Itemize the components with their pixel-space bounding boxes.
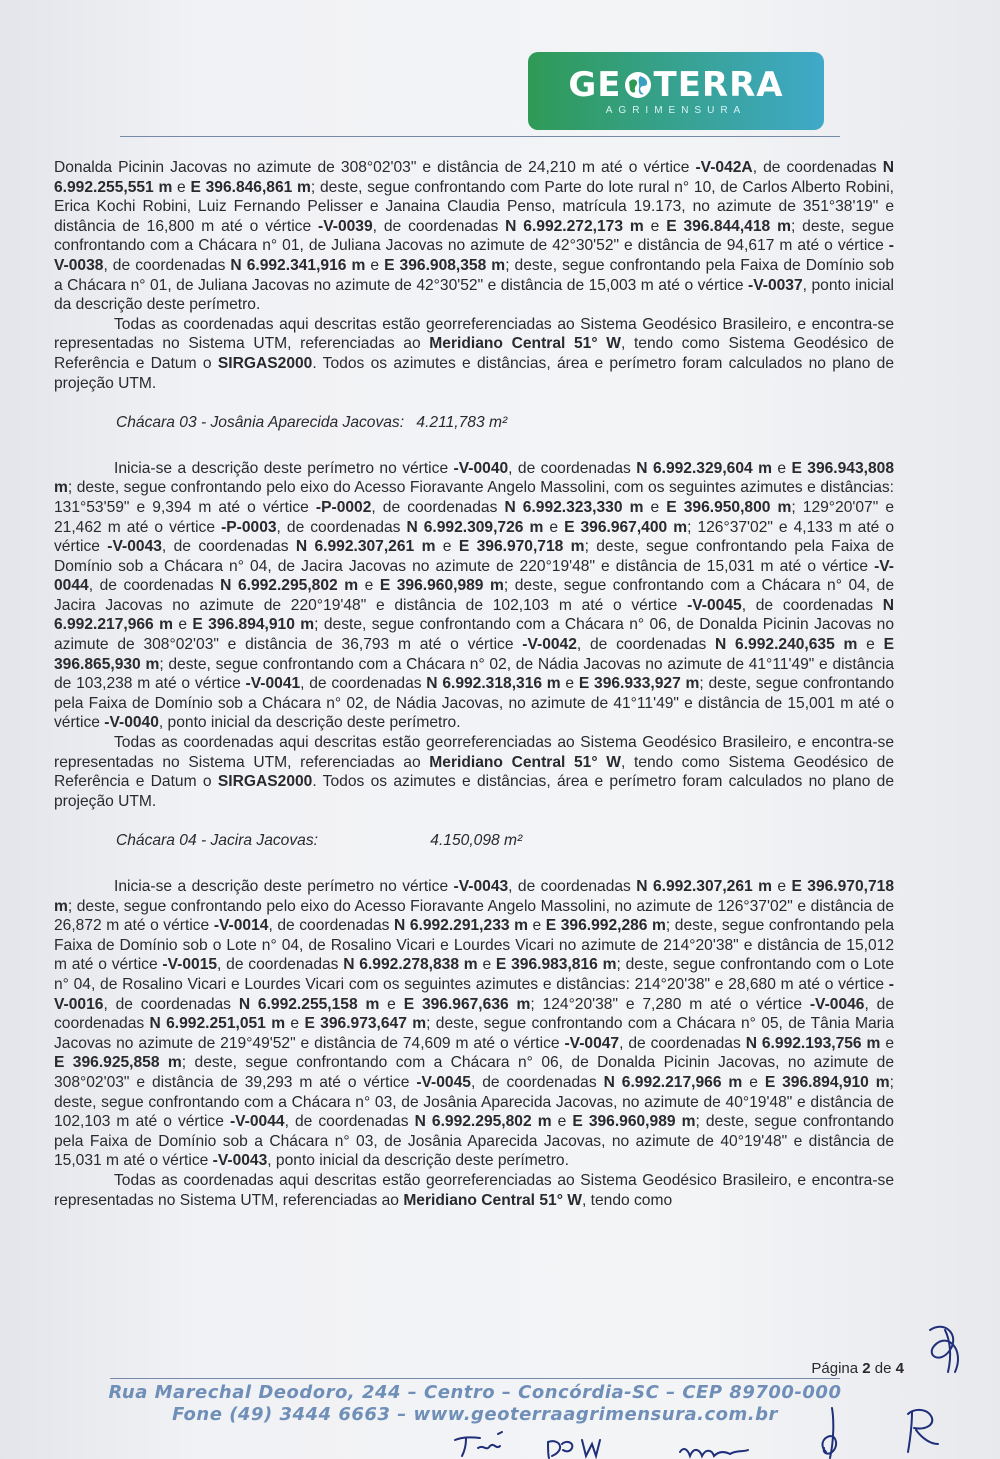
bold-text-run: -V-0043 — [212, 1152, 268, 1170]
bold-text-run: E 396.908,358 m — [384, 256, 506, 274]
bold-text-run: SIRGAS2000 — [217, 354, 313, 372]
bold-text-run: -V-0046 — [809, 995, 865, 1013]
globe-icon — [623, 70, 653, 100]
signature-mark-d — [823, 1408, 837, 1458]
text-run: e — [358, 577, 380, 595]
text-run: e — [560, 675, 579, 693]
text-run: ; deste, segue confrontando pelo eixo do Acesso Fioravante Angelo Massolini, no azimute de 126°37'02" e distância de 26,872 m até o vértice — [54, 897, 894, 935]
text-run: , de coordenadas — [752, 159, 883, 176]
bold-text-run: E 396.970,718 m — [54, 878, 895, 915]
text-run: ; deste, segue confrontando com a Chácara n° 01, de Juliana Jacovas no azimute de 42°30'52" e distância de 94,617 m até o vértice — [54, 217, 894, 255]
bold-text-run: N 6.992.217,966 m — [603, 1073, 743, 1091]
text-run: , de coordenadas — [300, 675, 427, 693]
signature-mark-dpm — [548, 1440, 600, 1458]
text-run: , tendo como Sistema Geodésico de Referência e Datum o — [54, 335, 894, 372]
paragraph-georef-note-2 — [54, 733, 894, 811]
bold-text-run: N 6.992.291,233 m — [393, 917, 528, 935]
bold-text-run: -V-0043 — [453, 878, 509, 895]
text-run: e — [551, 1113, 573, 1131]
text-run: Todas as coordenadas aqui descritas estão georreferenciadas ao Sistema Geodésico Brasileiro, e encontra-se representadas no Sistema UTM, referenciadas ao — [54, 734, 894, 771]
bold-text-run: N 6.992.240,635 m — [715, 636, 858, 654]
logo-tagline: AGRIMENSURA — [605, 104, 747, 116]
text-run: , de coordenadas — [508, 878, 637, 895]
text-run: e — [285, 1015, 305, 1033]
text-run: , de coordenadas — [88, 577, 221, 595]
text-run: Donalda Picinin Jacovas no azimute de 308°02'03" e distância de 24,210 m até o vértice — [54, 159, 696, 176]
text-run: , tendo como Sistema Geodésico de Referência e Datum o — [54, 753, 894, 791]
paragraph-chacara-04 — [54, 877, 894, 1171]
text-run: , de coordenadas — [268, 917, 394, 935]
text-run: e — [477, 956, 496, 974]
header-rule — [120, 136, 840, 137]
bold-text-run: E 396.992,286 m — [545, 917, 666, 935]
bold-text-run: -V-0040 — [453, 459, 509, 477]
text-run: ; deste, segue confrontando com a Chácara n° 06, de Donalda Picinin Jacovas, no azimute de 308°02'03" e distância de 39,293 m até o vértice — [54, 1054, 894, 1091]
bold-text-run: -V-0041 — [245, 675, 301, 693]
bold-text-run: -V-0039 — [318, 217, 373, 235]
geoterra-logo — [528, 52, 824, 130]
text-run: , de coordenadas — [371, 498, 505, 516]
bold-text-run: E 396.967,400 m — [564, 518, 688, 536]
bold-text-run: N 6.992.295,802 m — [220, 577, 359, 595]
page-label: Página — [811, 1360, 859, 1377]
text-run: e — [643, 217, 667, 235]
bold-text-run: E 396.967,636 m — [403, 995, 531, 1013]
text-run: ; deste, segue confrontando pela Faixa de Domínio sob o Lote n° 04, de Rosalino Vicari e Lourdes Vicari no azimute de 214°20'38" e distância de 15,012 m até o vértice — [54, 917, 894, 974]
text-run: , de coordenadas — [576, 636, 716, 654]
text-run: , de coordenadas — [284, 1113, 415, 1131]
bold-text-run: E 396.973,647 m — [304, 1015, 427, 1033]
bold-text-run: E 396.933,927 m — [578, 675, 700, 693]
bold-text-run: E 396.894,910 m — [764, 1073, 890, 1091]
text-run: , de coordenadas — [508, 459, 637, 477]
bold-text-run: E 396.950,800 m — [666, 498, 792, 516]
text-run: Todas as coordenadas aqui descritas estão georreferenciadas ao Sistema Geodésico Brasileiro, e encontra-se representadas no Sistema UTM, referenciadas ao — [54, 315, 894, 353]
text-run: e — [880, 1034, 895, 1052]
section-title-name: Chácara 03 - Josânia Aparecida Jacovas: — [116, 414, 405, 432]
page-of: de — [874, 1360, 892, 1377]
bold-text-run: SIRGAS2000 — [217, 773, 313, 791]
text-run: , de coordenadas — [741, 596, 883, 614]
text-run: e — [379, 995, 404, 1013]
handwritten-signatures — [0, 1300, 1000, 1459]
bold-text-run: E 396.960,989 m — [379, 577, 504, 595]
signature-mark-r — [908, 1410, 938, 1452]
section-title-chacara-04 — [116, 831, 894, 851]
text-run: e — [742, 1073, 765, 1091]
bold-text-run: N 6.992.318,316 m — [426, 675, 561, 693]
text-run: ; deste, segue confrontando pela Faixa de Domínio sob a Chácara n° 01, de Juliana Jacovas no azimute de 42°30'52" e distância de 15,003 m até o vértice — [54, 256, 895, 294]
text-run: e — [365, 256, 385, 274]
text-run: ; deste, segue confrontando com a Chácara n° 02, de Nádia Jacovas no azimute de 41°11'49" e distância de 103,238 m até o vértice — [54, 655, 894, 693]
text-run: ; deste, segue confrontando pela Faixa de Domínio sob a Chácara n° 04, de Jacira Jacovas no azimute de 220°19'48" e distância de 15,031 m até o vértice — [54, 538, 895, 575]
footer-contact: Fone (49) 3444 6663 – www.geoterraagrimensura.com.br — [172, 1404, 778, 1425]
logo-name-end: TERRA — [653, 64, 784, 105]
bold-text-run: E 396.894,910 m — [192, 616, 315, 634]
paragraph-chacara-03 — [54, 459, 894, 733]
text-run: ; deste, segue confrontando com o Lote n° 04, de Rosalino Vicari e Lourdes Vicari com os seguintes azimutes e distâncias: 214°20'38" e 28,680 m até o vértice — [54, 956, 895, 993]
signature-mark-tmf — [455, 1432, 502, 1456]
text-run: , ponto inicial da descrição deste perímetro. — [54, 276, 894, 314]
bold-text-run: -P-0002 — [315, 498, 372, 516]
bold-text-run: N 6.992.307,261 m — [636, 878, 772, 895]
bold-text-run: E 396.846,861 m — [190, 178, 311, 196]
text-run: ; deste, segue confrontando pela Faixa de Domínio sob a Chácara n° 02, de Nádia Jacovas, no azimute de 41°11'49" e distância de 15,001 m até o vértice — [54, 675, 895, 732]
text-run: e — [857, 636, 884, 654]
signature-mark-nadia — [680, 1449, 748, 1456]
bold-text-run: -V-0038 — [54, 237, 894, 274]
bold-text-run: N 6.992.217,966 m — [54, 596, 895, 634]
paragraph-georef-note-1 — [54, 315, 894, 393]
text-run: e — [771, 878, 792, 895]
bold-text-run: N 6.992.251,051 m — [149, 1015, 286, 1033]
text-run: e — [435, 538, 459, 556]
text-run: ; deste, segue confrontando com a Chácara n° 04, de Jacira Jacovas no azimute de 220°19'48" e distância de 102,103 m até o vértice — [54, 577, 895, 614]
text-run: ; 126°37'02" e 4,133 m até o vértice — [54, 518, 895, 556]
text-run: e — [543, 518, 565, 536]
bold-text-run: E 396.925,858 m — [54, 1054, 182, 1072]
signature-mark-margin — [930, 1327, 958, 1372]
bold-text-run: -V-0014 — [213, 917, 269, 935]
bold-text-run: Meridiano Central 51° W — [429, 753, 621, 771]
document-body — [54, 158, 894, 1210]
bold-text-run: E 396.844,418 m — [666, 217, 791, 235]
bold-text-run: E 396.865,930 m — [54, 636, 895, 673]
text-run: , de coordenadas — [103, 995, 239, 1013]
bold-text-run: E 396.983,816 m — [495, 956, 617, 974]
page-current: 2 — [862, 1360, 871, 1377]
bold-text-run: -V-0045 — [416, 1073, 471, 1091]
bold-text-run: N 6.992.341,916 m — [230, 256, 366, 274]
bold-text-run: E 396.970,718 m — [458, 538, 585, 556]
bold-text-run: N 6.992.323,330 m — [504, 498, 644, 516]
bold-text-run: -V-0037 — [748, 276, 803, 294]
bold-text-run: N 6.992.255,551 m — [54, 159, 894, 196]
bold-text-run: -V-0016 — [54, 975, 894, 1013]
footer-address: Rua Marechal Deodoro, 244 – Centro – Concórdia-SC – CEP 89700-000 — [108, 1382, 842, 1403]
bold-text-run: N 6.992.255,158 m — [238, 995, 380, 1013]
section-title-name: Chácara 04 - Jacira Jacovas: — [116, 832, 318, 850]
text-run: , tendo como — [581, 1191, 673, 1209]
text-run: ; 129°20'07" e 21,462 m até o vértice — [54, 498, 894, 536]
text-run: . Todos os azimutes e distâncias, área e perímetro foram calculados no plano de projeção UTM. — [54, 354, 895, 392]
text-run: ; deste, segue confrontando pelo eixo do Acesso Fioravante Angelo Massolini, com os seguintes azimutes e distâncias: 131°53'59" e 9,394 m até o vértice — [54, 479, 894, 516]
bold-text-run: -V-0044 — [229, 1113, 285, 1131]
text-run: Todas as coordenadas aqui descritas estão georreferenciadas ao Sistema Geodésico Brasileiro, e encontra-se representadas no Sistema UTM, referenciadas ao — [54, 1171, 894, 1209]
paragraph-chacara-02-end — [54, 158, 894, 315]
text-run: e — [771, 459, 792, 477]
text-run: , de coordenadas — [470, 1073, 604, 1091]
text-run: ; deste, segue confrontando com a Chácara n° 05, de Tânia Maria Jacovas no azimute de 219°49'52" e distância de 74,609 m até o vértice — [54, 1015, 894, 1052]
text-run: , ponto inicial da descrição deste perímetro. — [158, 714, 461, 732]
text-run: , ponto inicial da descrição deste perímetro. — [267, 1152, 569, 1170]
text-run: , de coordenadas — [54, 995, 895, 1033]
text-run: . Todos os azimutes e distâncias, área e perímetro foram calculados no plano de projeção UTM. — [54, 773, 895, 810]
text-run: e — [643, 498, 667, 516]
bold-text-run: -V-0040 — [104, 714, 159, 732]
bold-text-run: N 6.992.193,756 m — [745, 1034, 881, 1052]
text-run: ; deste, segue confrontando pela Faixa de Domínio sob a Chácara n° 03, de Josânia Aparecida Jacovas, no azimute de 40°19'48" e distância de 15,031 m até o vértice — [54, 1113, 894, 1170]
text-run: e — [172, 616, 193, 634]
bold-text-run: N 6.992.307,261 m — [295, 538, 436, 556]
section-title-area: 4.211,783 m² — [416, 414, 508, 432]
text-run: , de coordenadas — [619, 1034, 746, 1052]
text-run: e — [527, 917, 546, 935]
bold-text-run: -V-0015 — [162, 956, 218, 974]
bold-text-run: N 6.992.329,604 m — [636, 459, 772, 477]
bold-text-run: -V-0042 — [522, 636, 577, 654]
text-run: ; 124°20'38" e 7,280 m até o vértice — [530, 995, 810, 1013]
text-run: Inicia-se a descrição deste perímetro no vértice — [114, 459, 454, 477]
text-run: , de coordenadas — [372, 217, 506, 235]
bold-text-run: Meridiano Central 51° W — [403, 1191, 582, 1209]
bold-text-run: N 6.992.309,726 m — [406, 518, 544, 536]
paragraph-georef-note-3 — [54, 1171, 894, 1210]
text-run: e — [172, 178, 191, 196]
bold-text-run: E 396.943,808 m — [54, 459, 895, 497]
bold-text-run: N 6.992.295,802 m — [414, 1113, 552, 1131]
bold-text-run: -V-0045 — [687, 596, 742, 614]
bold-text-run: -V-042A — [695, 159, 753, 176]
logo-wordmark — [568, 64, 784, 105]
bold-text-run: -V-0044 — [54, 557, 894, 595]
logo-name-start: GE — [568, 64, 622, 105]
text-run: ; deste, segue confrontando com a Chácara n° 03, de Josânia Aparecida Jacovas, no azimute de 40°19'48" e distância de 102,103 m até o vértice — [54, 1073, 894, 1131]
text-run: ; deste, segue confrontando com Parte do lote rural n° 10, de Carlos Alberto Robini, Erica Kochi Robini, Luiz Fernando Pelisser e Janaina Claudia Penso, matrícula 19.173, no azimute de 351°38'19" e distância de 16,800 m até o vértice — [54, 178, 894, 235]
text-run: , de coordenadas — [276, 518, 407, 536]
bold-text-run: -P-0003 — [221, 518, 277, 536]
text-run: , de coordenadas — [161, 538, 296, 556]
text-run: , de coordenadas — [103, 256, 231, 274]
text-run: ; deste, segue confrontando com a Chácara n° 06, de Donalda Picinin Jacovas no azimute de 308°02'03" e distância de 36,793 m até o vértice — [54, 616, 894, 654]
bold-text-run: Meridiano Central 51° W — [429, 335, 621, 353]
bold-text-run: N 6.992.278,838 m — [343, 956, 478, 974]
bold-text-run: -V-0047 — [564, 1034, 620, 1052]
section-title-area: 4.150,098 m² — [430, 832, 523, 850]
page-total: 4 — [895, 1360, 904, 1377]
bold-text-run: E 396.960,989 m — [572, 1113, 696, 1131]
text-run: , de coordenadas — [217, 956, 344, 974]
bold-text-run: N 6.992.272,173 m — [505, 217, 644, 235]
section-title-chacara-03 — [116, 413, 894, 433]
text-run: Inicia-se a descrição deste perímetro no vértice — [114, 878, 454, 895]
bold-text-run: -V-0043 — [107, 538, 162, 556]
